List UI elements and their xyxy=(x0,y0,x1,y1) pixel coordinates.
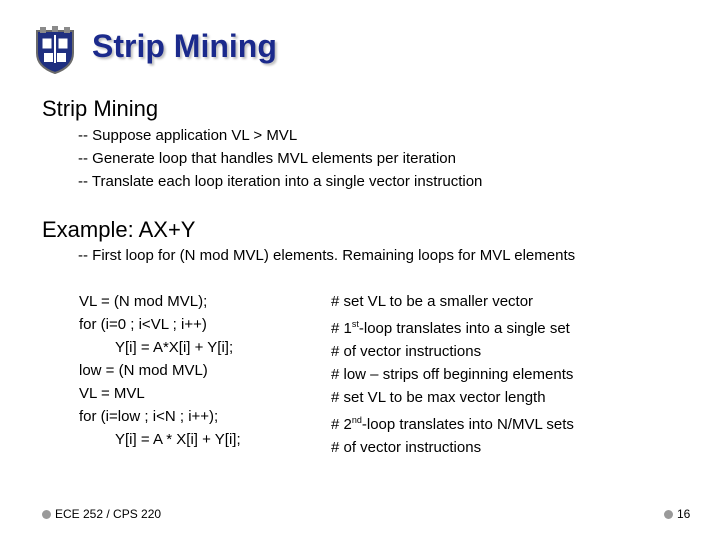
code-line: Y[i] = A*X[i] + Y[i]; xyxy=(115,339,234,356)
example-description: -- First loop for (N mod MVL) elements. Remaining loops for MVL elements xyxy=(78,247,576,264)
footer-page-number xyxy=(664,507,690,521)
comment-line: # of vector instructions xyxy=(331,439,482,456)
list-item: -- Translate each loop iteration into a single vector instruction xyxy=(78,173,483,190)
comment-line: # low – strips off beginning elements xyxy=(331,366,574,383)
comment-line: # 1st-loop translates into a single set xyxy=(331,319,570,337)
code-line: VL = (N mod MVL); xyxy=(79,293,208,310)
slide-title: Strip Mining xyxy=(92,28,277,64)
code-block xyxy=(79,290,241,451)
circle-bullet-icon xyxy=(664,510,673,519)
comment-line: # 2nd-loop translates into N/MVL sets xyxy=(331,415,574,433)
page-number: 16 xyxy=(677,507,691,521)
strip-mining-points xyxy=(78,124,482,193)
code-line: for (i=low ; i<N ; i++); xyxy=(79,408,219,425)
section-heading-example: Example: AX+Y xyxy=(42,217,196,242)
code-line: for (i=0 ; i<VL ; i++) xyxy=(79,316,207,333)
course-label: ECE 252 / CPS 220 xyxy=(55,507,162,521)
list-item: -- Suppose application VL > MVL xyxy=(78,127,298,144)
list-item: -- Generate loop that handles MVL elements per iteration xyxy=(78,150,456,167)
code-line: Y[i] = A * X[i] + Y[i]; xyxy=(115,431,241,448)
code-line: low = (N mod MVL) xyxy=(79,362,208,379)
university-shield-logo-icon xyxy=(34,25,76,75)
comment-line: # of vector instructions xyxy=(331,343,482,360)
circle-bullet-icon xyxy=(42,510,51,519)
comment-block xyxy=(331,290,574,459)
footer-course xyxy=(42,507,161,521)
code-line: VL = MVL xyxy=(79,385,145,402)
section-heading-strip-mining: Strip Mining xyxy=(42,96,159,121)
comment-line: # set VL to be a smaller vector xyxy=(331,293,534,310)
comment-line: # set VL to be max vector length xyxy=(331,389,546,406)
